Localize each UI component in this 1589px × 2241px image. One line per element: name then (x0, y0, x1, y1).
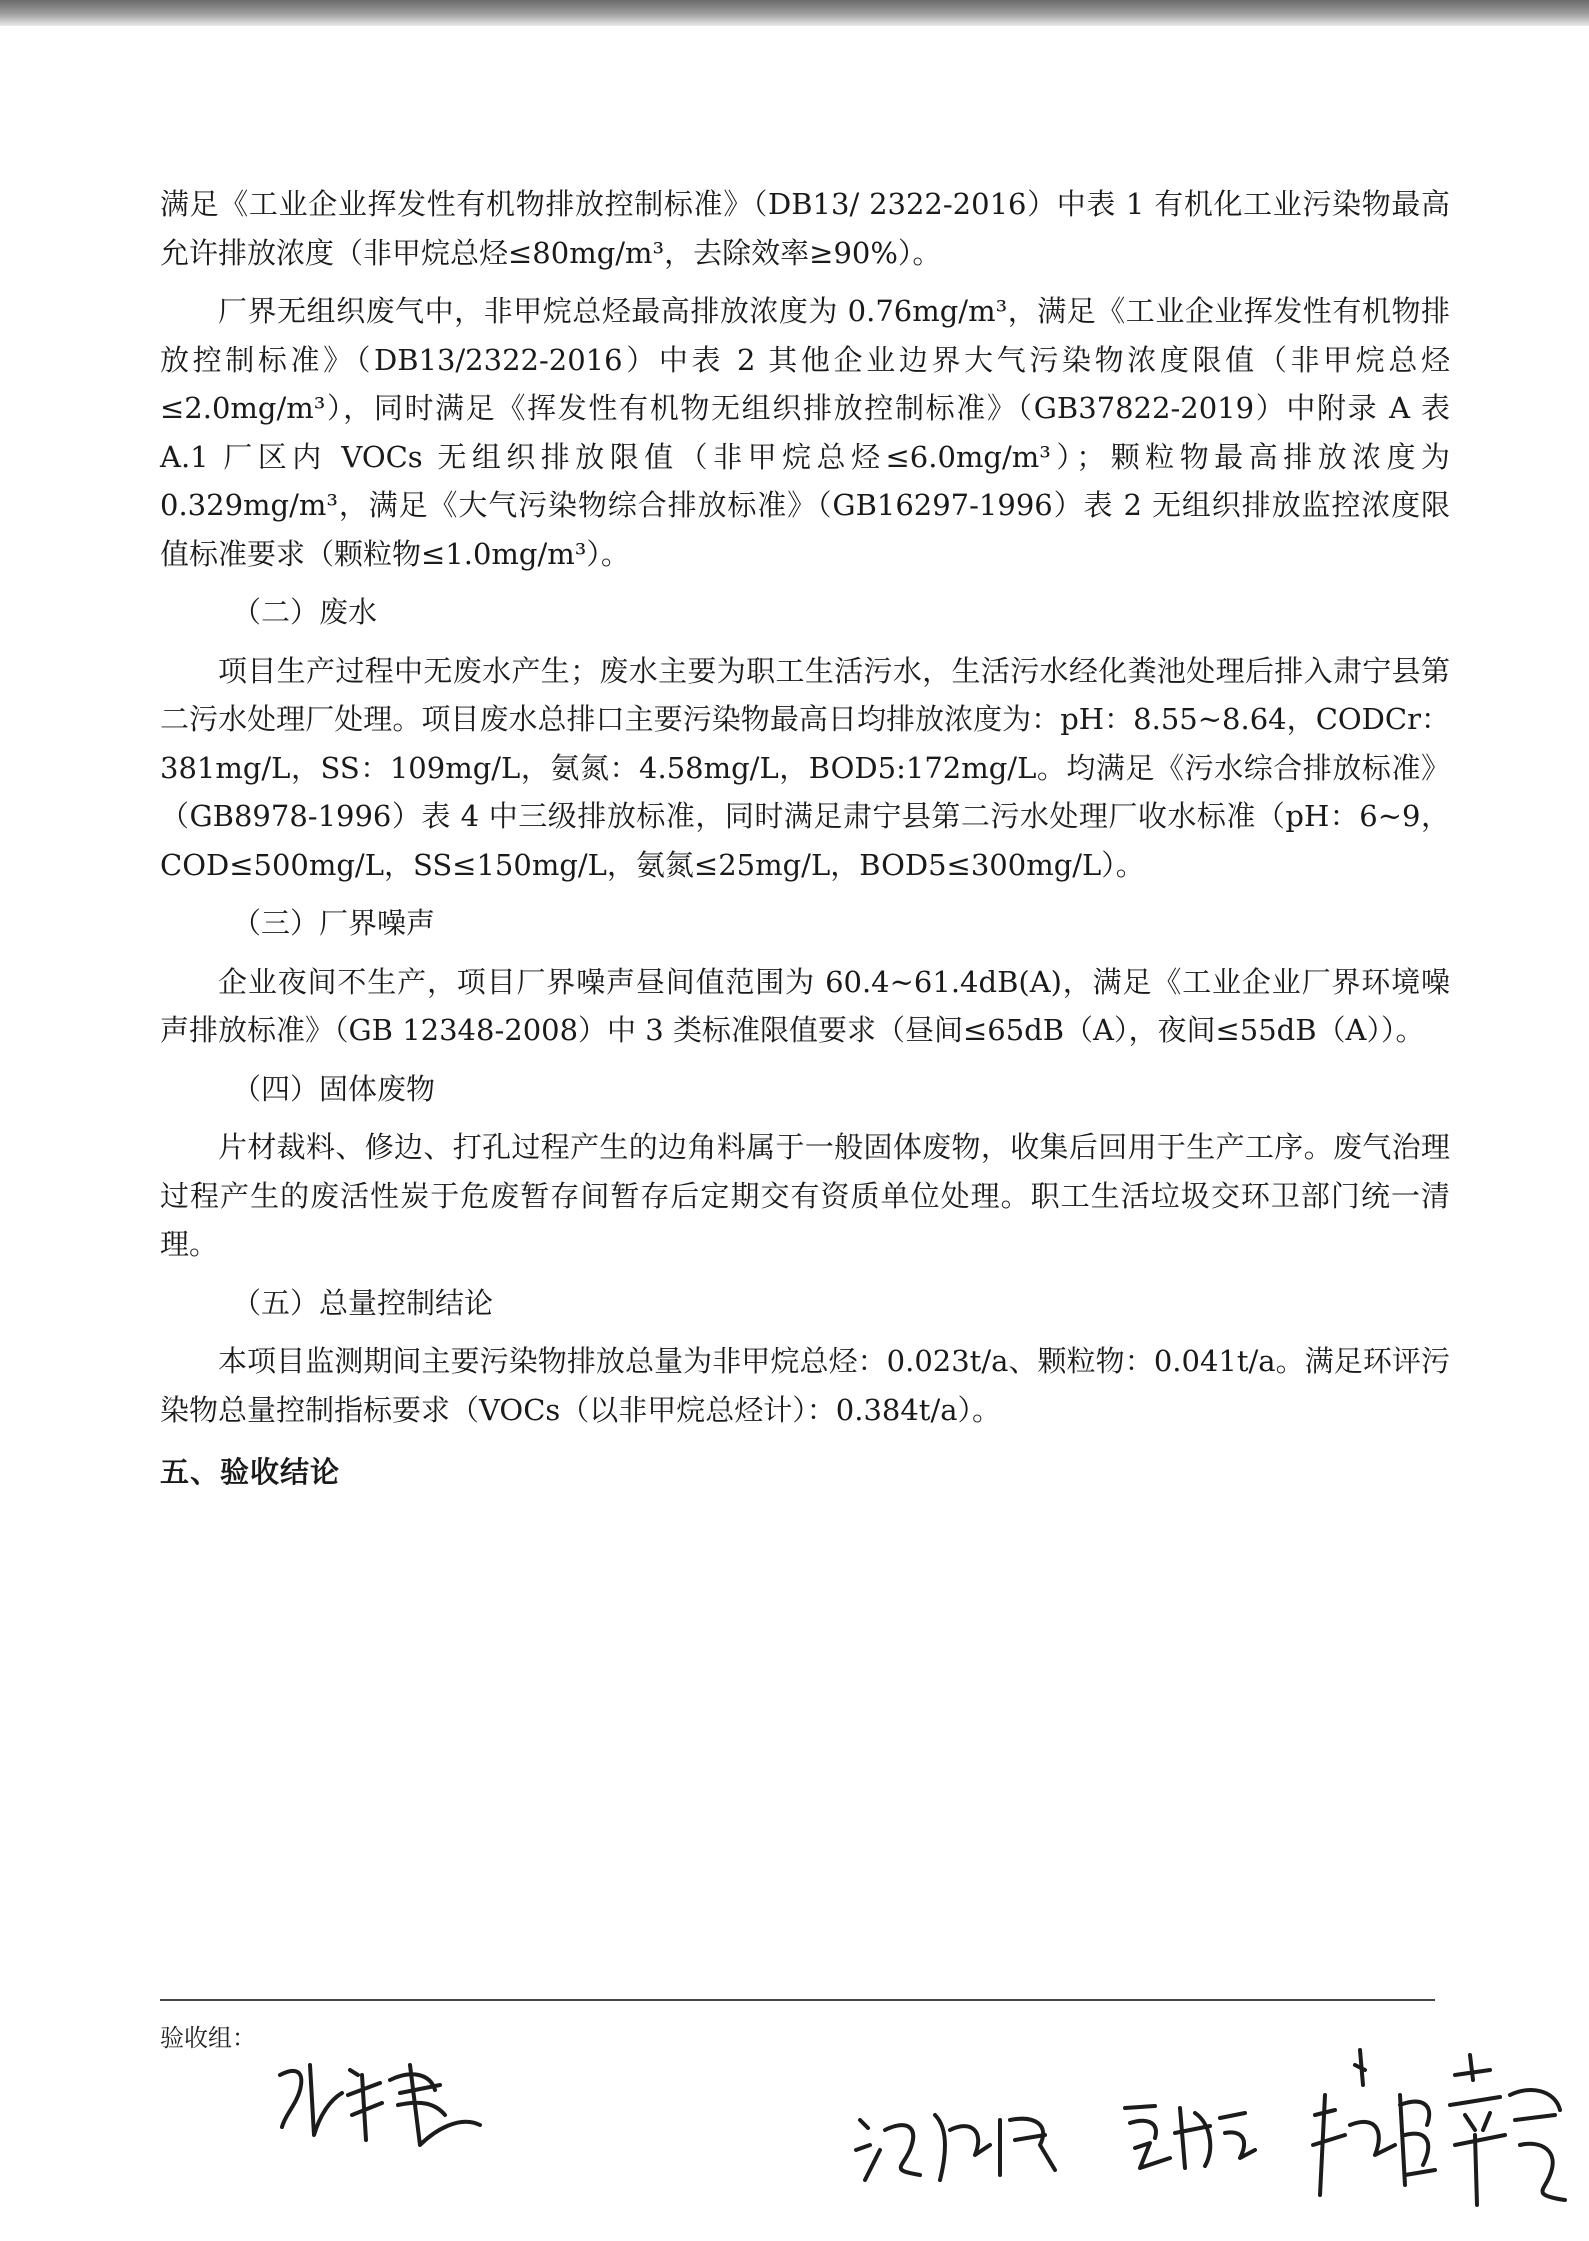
handwritten-signature-icon (850, 2090, 1080, 2190)
paragraph-total-control: 本项目监测期间主要污染物排放总量为非甲烷总烃：0.023t/a、颗粒物：0.041t/a。满足环评污染物总量控制指标要求（VOCs（以非甲烷总烃计）：0.384t/a）。 (160, 1344, 1450, 1427)
signature-3 (1115, 2088, 1265, 2182)
heading-total-control: （五）总量控制结论 (232, 1285, 494, 1320)
heading-acceptance-conclusion: 五、验收结论 (160, 1455, 341, 1489)
heading-noise: （三）厂界噪声 (232, 906, 436, 940)
paragraph-wastewater: 项目生产过程中无废水产生；废水主要为职工生活污水，生活污水经化粪池处理后排入肃宁县第二污水处理厂处理。项目废水总排口主要污染物最高日均排放浓度为：pH：8.55~8.64，CODCr：381mg/L，SS：109mg/L，氨氮：4.58mg/L，BOD5:172mg/L。均满足《污水综合排放标准》（GB8978-1996）表 4 中三级排放标准，同时满足肃宁县第二污水处理厂收水标准（pH：6~9，COD≤500mg/L，SS≤150mg/L，氨氮≤25mg/L，BOD5≤300mg/L）。 (160, 653, 1450, 882)
acceptance-group-label: 验收组： (160, 2024, 256, 2052)
signature-2 (850, 2090, 1080, 2194)
handwritten-signature-icon (1115, 2088, 1265, 2178)
handwritten-signature-icon (1305, 2035, 1585, 2215)
paragraph-noise: 企业夜间不生产，项目厂界噪声昼间值范围为 60.4~61.4dB(A)，满足《工业企业厂界环境噪声排放标准》（GB 12348-2008）中 3 类标准限值要求（昼间≤65dB（A），夜间≤55dB（A））。 (160, 964, 1450, 1047)
signature-1 (270, 2045, 500, 2159)
paragraph-exhaust-fugitive: 厂界无组织废气中，非甲烷总烃最高排放浓度为 0.76mg/m³，满足《工业企业挥发性有机物排放控制标准》（DB13/2322-2016）中表 2 其他企业边界大气污染物浓度限值（非甲烷总烃≤2.0mg/m³），同时满足《挥发性有机物无组织排放控制标准》（GB37822-2019）中附录 A 表 A.1 厂区内 VOCs 无组织排放限值（非甲烷总烃≤6.0mg/m³）；颗粒物最高排放浓度为 0.329mg/m³，满足《大气污染物综合排放标准》（GB16297-1996）表 2 无组织排放监控浓度限值标准要求（颗粒物≤1.0mg/m³）。 (160, 294, 1450, 571)
footer-divider (160, 1999, 1435, 2001)
scan-edge (0, 0, 1589, 26)
document-page (160, 180, 1450, 1497)
heading-solid-waste: （四）固体废物 (232, 1071, 436, 1106)
handwritten-signature-icon (270, 2045, 500, 2155)
paragraph-solid-waste: 片材裁料、修边、打孔过程产生的边角料属于一般固体废物，收集后回用于生产工序。废气治理过程产生的废活性炭于危废暂存间暂存后定期交有资质单位处理。职工生活垃圾交环卫部门统一清理。 (160, 1130, 1450, 1261)
heading-wastewater: （二）废水 (232, 595, 378, 629)
signature-4 (1305, 2035, 1585, 2219)
paragraph-exhaust-organized: 满足《工业企业挥发性有机物排放控制标准》（DB13/ 2322-2016）中表 1 有机化工业污染物最高允许排放浓度（非甲烷总烃≤80mg/m³，去除效率≥90%）。 (160, 187, 1450, 270)
